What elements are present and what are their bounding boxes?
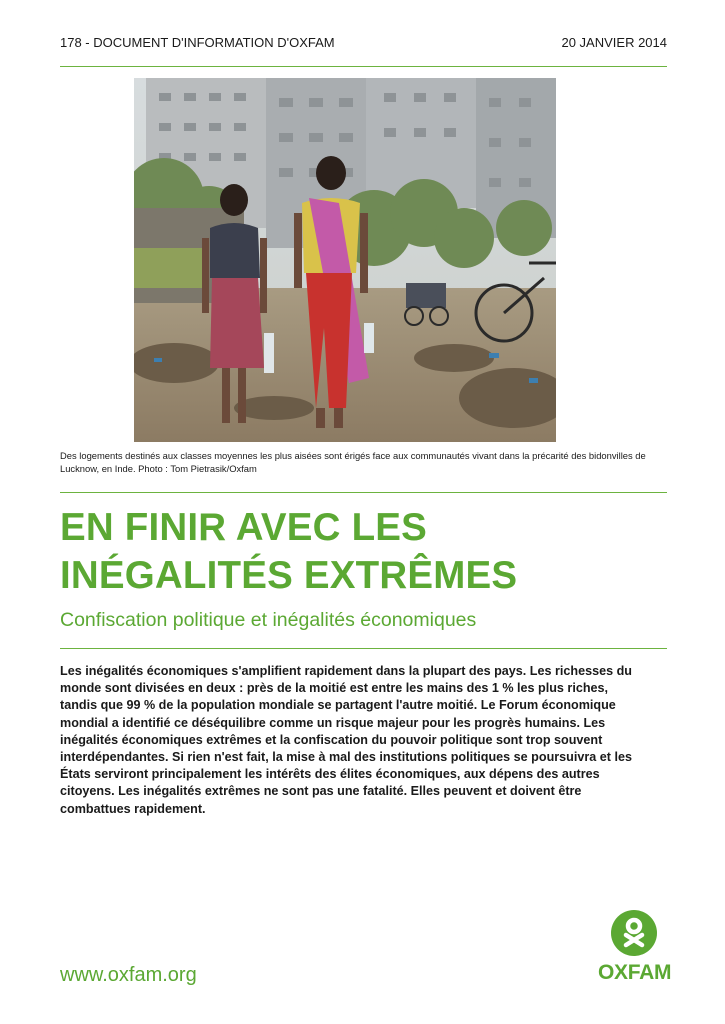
photo-caption: Des logements destinés aux classes moyennes les plus aisées sont érigés face aux communautés vivant dans la précarité des bidonvilles de Lucknow, en Inde. Photo : Tom Pietrasik/Oxfam [60,450,646,474]
document-series-label: 178 - DOCUMENT D'INFORMATION D'OXFAM [60,35,335,50]
oxfam-logo-icon [611,910,657,956]
summary-paragraph: Les inégalités économiques s'amplifient rapidement dans la plupart des pays. Les richesses du monde sont divisées en deux : près de la moitié est entre les mains des 1 % les plus riches, tandis que 99 % de la population mondiale se partagent l'autre moitié. Le Forum économique mondial a identifié ce déséquilibre comme un risque majeur pour les progrès humains. Les inégalités économiques extrêmes et la confiscation du pouvoir politique sont trop souvent interdépendantes. Si rien n'est fait, la mise à mal des institutions politiques se poursuivra et les États serviront principalement les intérêts des élites économiques, aux dépens des autres citoyens. Les inégalités extrêmes ne sont pas une fatalité. Elles peuvent et doivent être combattues rapidement. [60,664,632,816]
document-subtitle: Confiscation politique et inégalités économiques [60,609,477,631]
title-line-1: EN FINIR AVEC LES [60,506,428,549]
oxfam-logo [598,910,670,990]
document-date: 20 JANVIER 2014 [561,35,667,50]
document-title [60,504,680,600]
subtitle-divider [60,648,667,649]
caption-divider [60,492,667,493]
website-link[interactable]: www.oxfam.org [60,964,197,986]
title-line-2: INÉGALITÉS EXTRÊMES [60,554,518,597]
header-divider [60,66,667,67]
cover-photo [134,78,556,442]
page-header [60,35,667,51]
oxfam-logo-text: OXFAM [598,961,672,984]
